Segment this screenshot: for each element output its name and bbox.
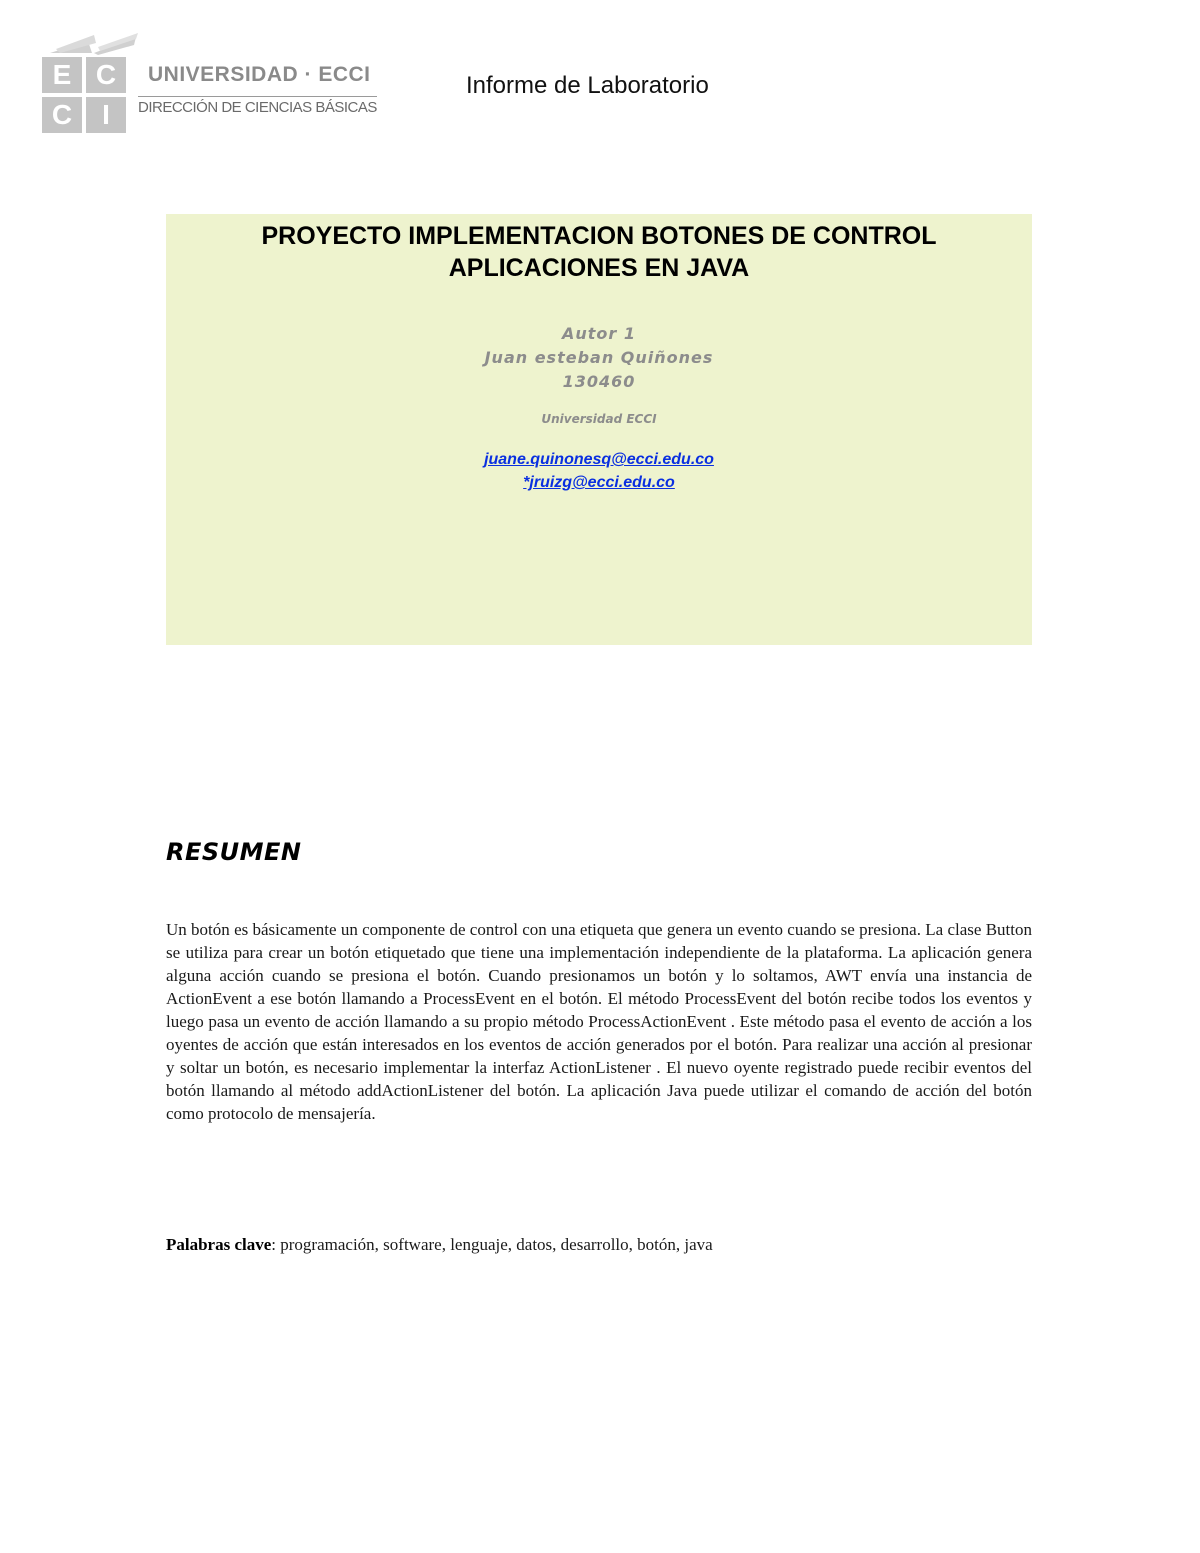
keywords-label: Palabras clave (166, 1235, 272, 1254)
keywords-values: : programación, software, lenguaje, datos, desarrollo, botón, java (271, 1235, 713, 1254)
email-link-contact[interactable]: *jruizg@ecci.edu.co (523, 474, 675, 491)
logo-university-name: UNIVERSIDAD · ECCI (148, 63, 371, 86)
title-line-2: APLICACIONES EN JAVA (448, 254, 750, 282)
logo-letter-grid (38, 53, 134, 135)
open-book-icon (48, 33, 138, 55)
author-id: 130460 (562, 372, 636, 391)
document-title (166, 220, 1032, 284)
logo-letter-c1: C (86, 57, 126, 93)
logo-letter-i: I (86, 97, 126, 133)
abstract-body: Un botón es básicamente un componente de control con una etiqueta que genera un evento cuando se presiona. La clase Button se utiliza para crear un botón etiquetado que tiene una implementación independiente de la plataforma. La aplicación genera alguna acción cuando se presiona el botón. Cuando presionamos un botón y lo soltamos, AWT envía una instancia de ActionEvent a ese botón llamando a ProcessEvent en el botón. El método ProcessEvent del botón recibe todos los eventos y luego pasa un evento de acción llamando a su propio método ProcessActionEvent . Este método pasa el evento de acción a los oyentes de acción que están interesados en los eventos de acción generados por el botón. Para realizar una acción al presionar y soltar un botón, es necesario implementar la interfaz ActionListener . El nuevo oyente registrado puede recibir eventos del botón llamando al método addActionListener del botón. La aplicación Java puede utilizar el comando de acción del botón como protocolo de mensajería. (166, 920, 1032, 1123)
keywords-line (166, 1235, 1032, 1255)
title-box (166, 214, 1032, 645)
author-name: Juan esteban Quiñones (484, 348, 714, 367)
university-name: Universidad ECCI (541, 412, 657, 426)
title-line-1: PROYECTO IMPLEMENTACION BOTONES DE CONTROL (261, 222, 937, 250)
email-link-author[interactable]: juane.quinonesq@ecci.edu.co (484, 451, 714, 468)
logo-department: DIRECCIÓN DE CIENCIAS BÁSICAS (138, 96, 377, 116)
author-block (166, 322, 1032, 394)
logo-letter-e: E (42, 57, 82, 93)
abstract-heading: RESUMEN (166, 838, 302, 866)
report-label: Informe de Laboratorio (466, 72, 709, 99)
logo-letter-c2: C (42, 97, 82, 133)
email-list (166, 448, 1032, 494)
university-logo (38, 33, 377, 137)
author-label: Autor 1 (561, 324, 636, 343)
